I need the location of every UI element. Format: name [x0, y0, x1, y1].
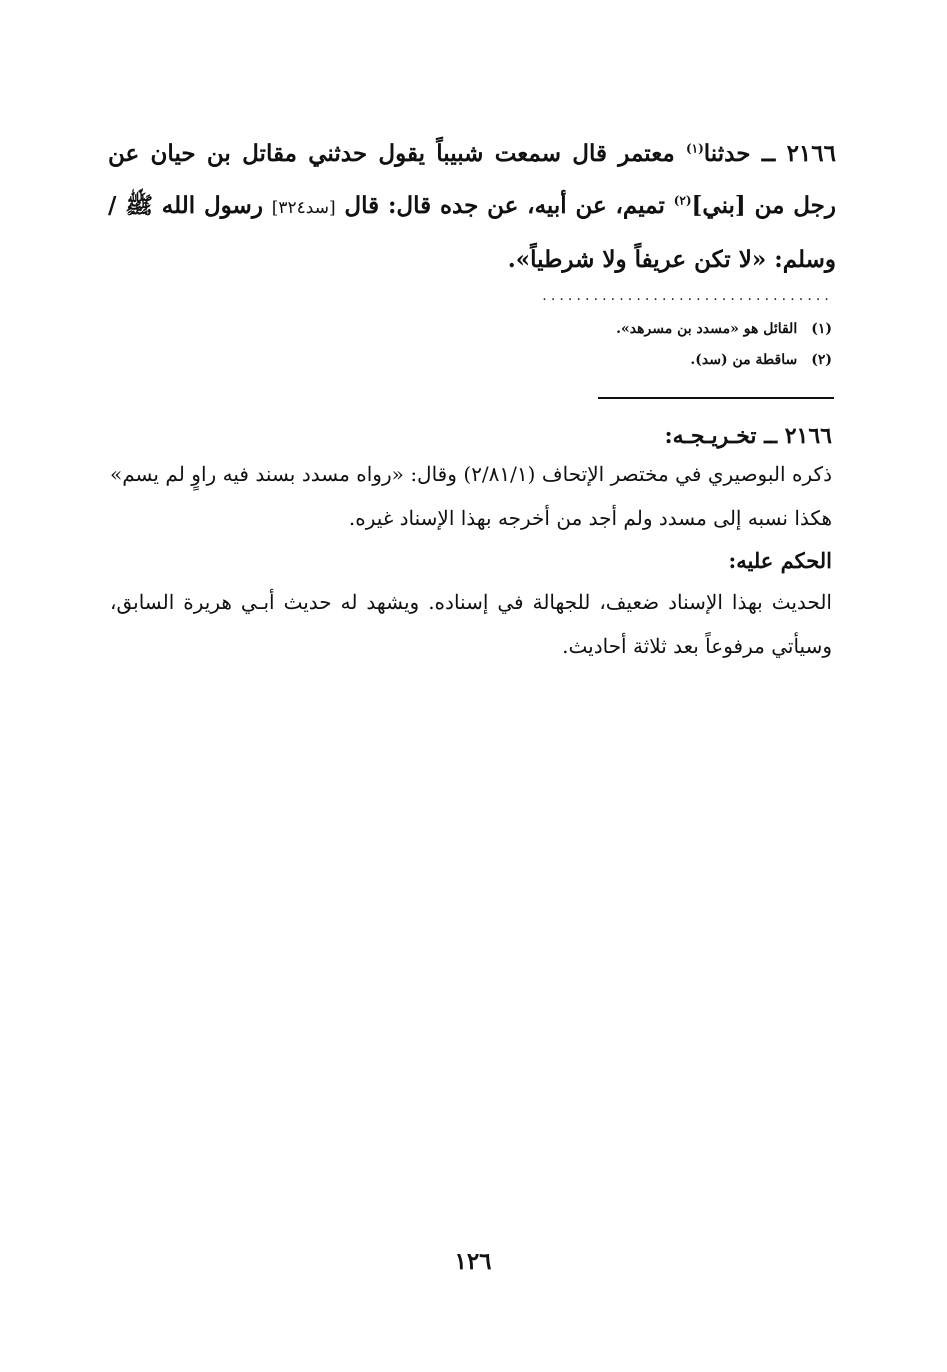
manuscript-reference: [سد٣٢٤]	[271, 198, 336, 218]
footnote-number: (١)	[811, 321, 832, 337]
footnote-1	[400, 314, 832, 345]
footnote-text: ساقطة من (سد).	[690, 352, 798, 368]
hadith-text-part-2: معتمر قال سمعت شبيباً يقول حدثني مقاتل بن حيان عن رجل من	[108, 140, 836, 219]
footnote-mark-2: (٢)	[673, 193, 692, 208]
footnote-text: القائل هو «مسدد بن مسرهد».	[616, 321, 798, 337]
footnote-separator-dots: ..................................	[542, 288, 833, 304]
hadith-text-part-3: تميم، عن أبيه، عن جده قال: قال	[335, 192, 674, 219]
hadith-text	[108, 128, 836, 286]
takhrij-paragraph: ذكره البوصيري في مختصر الإتحاف (٢/٨١/١) وقال: «رواه مسدد بسند فيه راوٍ لم يسم» هكذا نسبه إلى مسدد ولم أجد من أخرجه بهذا الإسناد غيره.	[110, 462, 832, 530]
footnote-number: (٢)	[811, 352, 832, 368]
footnote-2	[400, 345, 832, 376]
bracketed-word: [بني]	[691, 192, 746, 219]
ruling-paragraph: الحديث بهذا الإسناد ضعيف، للجهالة في إسناده. ويشهد له حديث أبـي هريرة السابق، وسيأتي مرفوعاً بعد ثلاثة أحاديث.	[110, 590, 832, 658]
ruling-heading: الحكم عليه:	[728, 548, 832, 573]
takhrij-heading: ٢١٦٦ ــ تخـريـجـه:	[664, 423, 832, 449]
section-divider	[598, 397, 834, 399]
footnotes	[400, 314, 832, 376]
footnote-mark-1: (١)	[685, 141, 704, 156]
hadith-text-part-1: حدثنا	[703, 140, 751, 167]
hadith-dash: ــ	[761, 140, 776, 167]
hadith-number: ٢١٦٦	[786, 140, 836, 167]
page-number: ١٢٦	[454, 1248, 492, 1275]
hadith-text-part-4: رسول الله ﷺ / وسلم: «لا تكن عريفاً ولا شرطياً».	[108, 192, 836, 273]
